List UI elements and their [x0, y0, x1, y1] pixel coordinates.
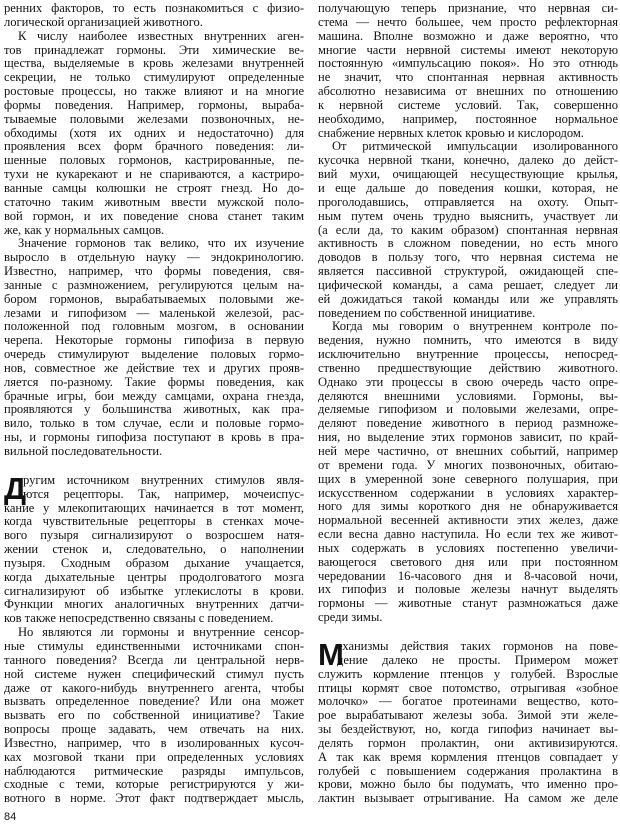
- text-line: занные с размножением, регулируются целым на-: [4, 277, 304, 292]
- text-line: жении стенок и, следовательно, о наполнении: [4, 542, 304, 557]
- text-line: вопросы проще задавать, чем отвечать на них.: [4, 722, 304, 737]
- text-line: деляемые гипофизом и половыми железами, опре-: [318, 402, 618, 417]
- text-line: вотного в норме. Этот факт подтверждает мысль,: [4, 791, 304, 806]
- text-line: ных содержать в условиях постепенно увеличи-: [318, 540, 618, 555]
- paragraph: [318, 320, 618, 625]
- text-line: Когда мы говорим о внутреннем контроле по-: [332, 319, 618, 334]
- text-line: же, как у нормальных самцов.: [4, 222, 165, 237]
- text-line: обходимы (хотя их одних и недостаточно) для: [4, 125, 304, 140]
- text-line: среди зимы.: [318, 610, 383, 625]
- text-line: От ритмической импульсации изолированного: [332, 139, 618, 154]
- text-line: вильной последовательности.: [4, 444, 163, 458]
- right-column: [318, 2, 618, 806]
- paragraph: [4, 30, 304, 238]
- text-line: Функции многих аналогичных внутренних датчи-: [4, 597, 304, 612]
- text-line: вызвать определенное поведение? Или она может: [4, 694, 304, 709]
- text-line: птицы кормят свое потомство, отрыгивая «зобное: [318, 680, 618, 695]
- text-line: деляют поведение животного в период размноже-: [318, 416, 618, 431]
- text-line: Известно, например, что в изолированных кусоч-: [4, 735, 304, 750]
- text-line: вызвать его по собственной инициативе? Такие: [4, 708, 304, 723]
- text-line: проголодавшись, отправляется на охоту. Опыт-: [318, 194, 618, 209]
- text-line: лезами и гипофизом — маленькой железой, рас-: [4, 305, 304, 320]
- drop-cap: М: [318, 636, 344, 672]
- text-line: еханизмы действия таких гормонов на пове-: [337, 638, 618, 653]
- text-line: (а если да, то каким образом) спонтанная нервная: [318, 222, 618, 237]
- text-line: и еще дальше до поведения кошки, которая, не: [318, 180, 618, 195]
- text-line: ругим источником внутренних стимулов явля-: [23, 472, 304, 487]
- text-line: даже от какого-нибудь внутреннего агента, чтобы: [4, 680, 304, 695]
- text-line: снабжение нервных клеток кровью и кислородом.: [318, 125, 584, 140]
- text-line: вий мухи, очищающей несуществующие крылья,: [318, 167, 618, 182]
- text-line: ственно предшествующие действию животного.: [318, 360, 618, 375]
- text-line: от времени года. У многих позвоночных, обитаю-: [318, 457, 618, 472]
- text-line: голубей с повышением содержания пролактина в: [318, 763, 618, 778]
- text-line: ростовые процессы, но также влияют и на многие: [4, 84, 304, 99]
- text-line: ные стимулы единственными источниками спон-: [4, 638, 304, 653]
- page-number: 84: [4, 811, 17, 823]
- text-line: положенной под головным мозгом, в основании: [4, 319, 304, 334]
- text-line: их гипофиз и половые железы начнут выделять: [318, 582, 618, 597]
- text-line: тов принадлежат гормоны. Эти химические ве-: [4, 42, 304, 57]
- text-line: необходимо, например, постоянное нормальное: [318, 111, 618, 126]
- text-line: щества, выделяемые в кровь железами внутренней: [4, 56, 304, 71]
- text-line: танного поведения? Всегда ли центральной нерв-: [4, 652, 304, 667]
- text-line: гормоны — животные станут размножаться даже: [318, 596, 618, 611]
- paragraph: [4, 237, 304, 459]
- text-section: [4, 2, 304, 459]
- paragraph: [318, 2, 618, 140]
- text-line: вого пузыря сигнализируют о возросшем натя-: [4, 528, 304, 543]
- text-line: ным путем очень трудно выяснить, участвует ли: [318, 208, 618, 223]
- text-line: шенные половых гормонов, кастрированные, пе-: [4, 153, 304, 168]
- left-column: [4, 2, 304, 806]
- text-line: если весна давно наступила. Но если тех же живот-: [318, 527, 618, 542]
- text-line: делять гормон пролактин, они активизируются.: [318, 735, 618, 750]
- text-line: вой гормон, и их поведение снова станет таким: [4, 208, 304, 223]
- text-line: стема — нечто большее, чем просто рефлекторная: [318, 14, 618, 29]
- text-line: дение далеко не просты. Примером может: [337, 652, 618, 667]
- text-line: ния, но выделение этих гормонов зависит, по край-: [318, 430, 618, 445]
- text-line: ках мозговой ткани при определенных условиях: [4, 749, 304, 764]
- text-section: [318, 2, 618, 625]
- text-line: цифической команды, а сама решает, следует ли: [318, 277, 618, 292]
- text-line: активность в сложном поведении, но есть много: [318, 236, 618, 251]
- text-line: очередь стимулируют выделение половых гормо-: [4, 347, 304, 362]
- text-line: к нервной системе условий. Так, совершенно: [318, 97, 618, 112]
- text-line: черепа. Некоторые гормоны гипофиза в первую: [4, 333, 304, 348]
- text-line: пузыря. Сходным образом дыхание учащается,: [4, 555, 304, 570]
- text-line: поведением по собственной инициативе.: [318, 305, 536, 320]
- text-line: наблюдаются ритмические разряды импульсов,: [4, 763, 304, 778]
- paragraph: [318, 140, 618, 320]
- text-line: машина. Вполне возможно и даже вероятно, что: [318, 28, 618, 43]
- paragraph: [4, 626, 304, 806]
- text-line: сходные с теми, которые регистрируются у жи-: [4, 777, 304, 792]
- text-line: когда дыхательные центры продолговатого мозга: [4, 569, 304, 584]
- text-line: Но являются ли гормоны и внутренние сенсор-: [18, 625, 304, 640]
- text-line: не значит, что спонтанная нервная активность: [318, 70, 618, 85]
- text-line: тываемые половыми железами позвоночных, не-: [4, 111, 304, 126]
- text-line: статочно таким животным ввести мужской поло-: [4, 194, 304, 209]
- text-line: бором гормонов, вырабатываемых половыми же-: [4, 291, 304, 306]
- text-line: служить кормление птенцов у голубей. Взрослые: [318, 666, 618, 681]
- text-section: [4, 470, 304, 806]
- text-section: [318, 636, 618, 806]
- text-line: нормальной весенней активности этих желез, даже: [318, 513, 618, 528]
- text-line: чередовании 16-часового дня и 8-часовой ночи,: [318, 568, 618, 583]
- text-line: многие части нервной системы имеют некоторую: [318, 42, 618, 57]
- text-line: логической организацией животного.: [4, 14, 203, 29]
- text-line: кусочка нервной ткани, конечно, далеко до дейст-: [318, 153, 618, 168]
- drop-cap: Д: [4, 470, 27, 506]
- text-line: сигнализируют об избытке углекислоты в крови.: [4, 583, 304, 598]
- text-line: ванные самцы колюшки не строят гнезд. Но до-: [4, 180, 304, 195]
- paragraph: [4, 2, 304, 30]
- text-line: лактин вызывает отрыгивание. На самом же деле: [318, 791, 618, 806]
- text-line: когда чувствительные рецепторы в стенках моче-: [4, 514, 304, 529]
- text-line: является пассивной структурой, ожидающей спе-: [318, 264, 618, 279]
- text-line: кание у млекопитающих начинается в тот момент,: [4, 500, 304, 515]
- paragraph: [4, 470, 304, 626]
- text-line: зы бездействуют, но, когда гипофиз начинает вы-: [318, 722, 618, 737]
- text-line: ной системе нужен специфический стимул пусть: [4, 666, 304, 681]
- text-line: ней мере частично, от внешних событий, например: [318, 444, 618, 458]
- text-line: ков также непосредственно связаны с поведением.: [4, 611, 274, 626]
- text-line: абсолютно независима от внешних по отношению: [318, 84, 618, 99]
- text-line: брачные игры, бои между самцами, охрана гнезда,: [4, 388, 304, 403]
- text-line: проявления всех форм брачного поведения: ли-: [4, 139, 304, 154]
- text-line: вающегося светового дня или при постоянном: [318, 554, 618, 569]
- text-line: молочко» — богатое протеинами вещество, кото-: [318, 694, 618, 709]
- text-line: нов, совместное же действие тех и других прояв-: [4, 360, 304, 375]
- text-line: ей дожидаться такой команды или же управлять: [318, 291, 618, 306]
- text-line: Известно, например, что формы поведения, свя-: [4, 264, 304, 279]
- text-line: получающую теперь признание, что нервная си-: [318, 1, 618, 15]
- text-line: доводов в пользу того, что нервная система не: [318, 250, 618, 265]
- text-line: искусственном содержании в условиях характер-: [318, 485, 618, 500]
- text-line: формы поведения. Например, гормоны, выраба-: [4, 97, 304, 112]
- text-line: А так как время кормления птенцов совпадает у: [318, 749, 618, 764]
- text-line: ведения, нужно помнить, что имеются в виду: [318, 333, 618, 348]
- text-line: ны, и гормоны гипофиза поступают в кровь в пра-: [4, 430, 304, 445]
- text-line: проявляются у большинства животных, как пра-: [4, 402, 304, 417]
- text-line: тухи не кукарекают и не спариваются, а кастриро-: [4, 167, 304, 182]
- text-line: щих в умеренной зоне северного полушария, при: [318, 471, 618, 486]
- text-line: ются рецепторы. Так, например, мочеиспус-: [23, 486, 304, 501]
- text-line: деляются внешними условиями. Гормоны, вы-: [318, 388, 618, 403]
- text-line: ляется по-разному. Такие формы поведения, как: [4, 374, 304, 389]
- text-line: крови, можно было бы подумать, что именно про-: [318, 777, 618, 792]
- text-line: исключительно внутренние процессы, непосред-: [318, 347, 618, 362]
- text-line: секреции, не только стимулируют определенные: [4, 70, 304, 85]
- text-line: постоянную «импульсацию покоя». Но это отнюдь: [318, 56, 618, 71]
- text-line: вило, только в том случае, если и половые гормо-: [4, 416, 304, 431]
- text-line: К числу наиболее известных внутренних аген-: [18, 28, 304, 43]
- text-line: выросло в отдельную науку — эндокринологию.: [4, 250, 304, 265]
- text-line: ного для зимы короткого дня не обнаруживается: [318, 499, 618, 514]
- text-line: рое вырабатывают железы зоба. Зимой эти желе-: [318, 708, 618, 723]
- text-line: ренних факторов, то есть познакомиться с физио-: [4, 1, 304, 15]
- text-line: Однако эти процессы в свою очередь часто опре-: [318, 374, 618, 389]
- text-line: Значение гормонов так велико, что их изучение: [18, 236, 304, 251]
- paragraph: [318, 636, 618, 806]
